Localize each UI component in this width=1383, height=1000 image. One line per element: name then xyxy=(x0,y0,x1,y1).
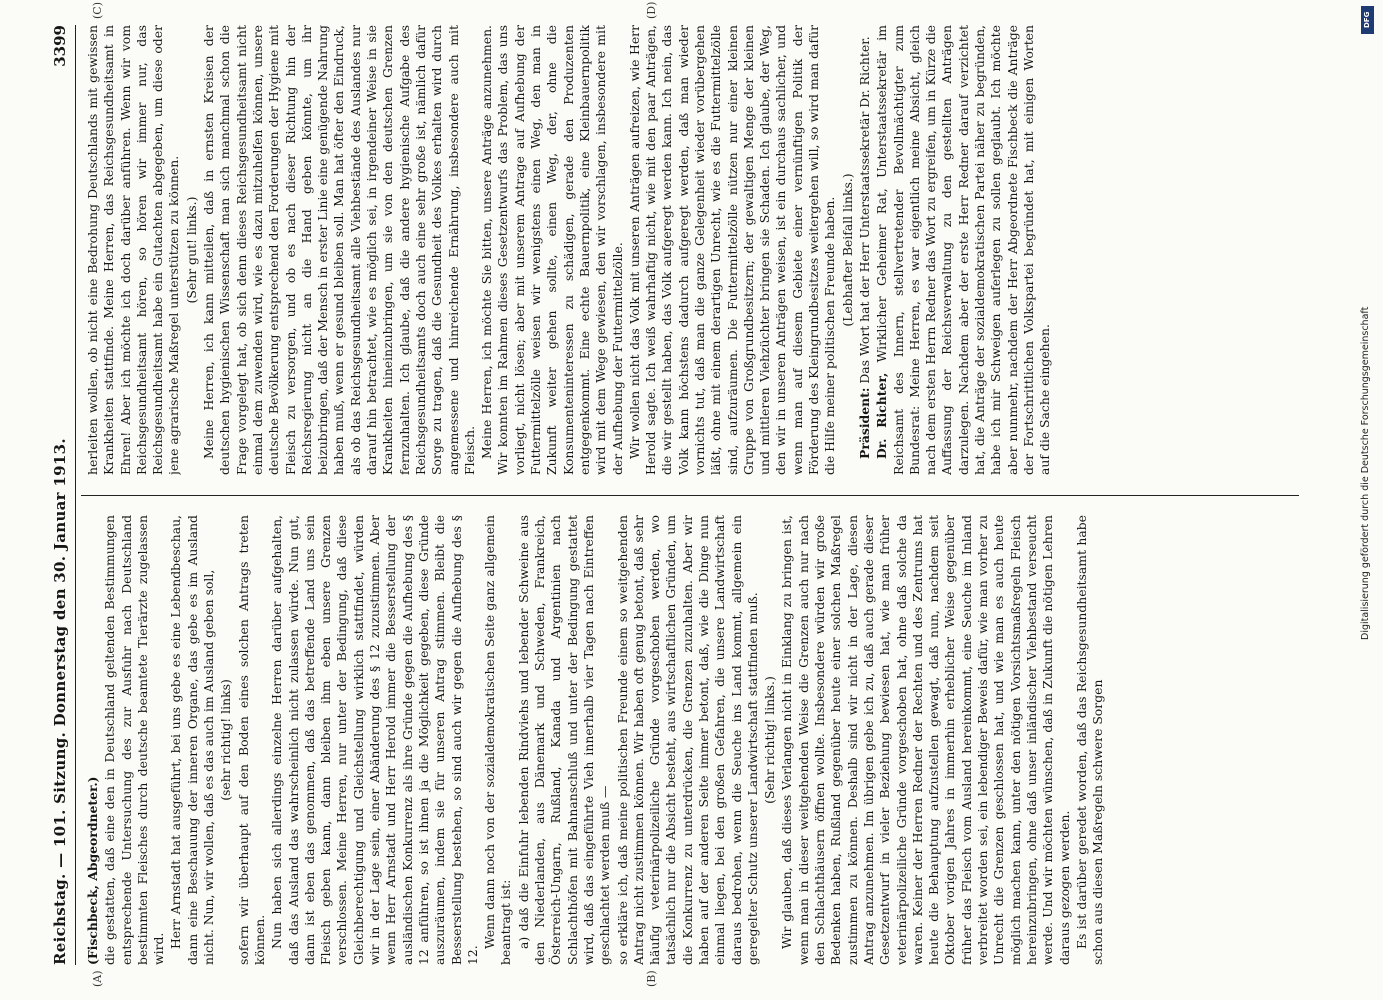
paragraph: Herr Arnstadt hat ausgeführt, bei uns gebe es eine Lebendbeschau, dann eine Beschauung der inneren Organe, das gebe es im Ausland nicht. Nun, wir wollen, daß es das auch im Ausland geben soll, xyxy=(168,515,217,965)
paragraph: Wir glauben, daß dieses Verlangen nicht in Einklang zu bringen ist, wenn man in dieser weitgehenden Weise die Grenzen auch nur nach den Schlachthäusern öffnen wollte. Insbesondere würden wir große Bedenken haben, Rußland gegenüber heute einer solchen Maßregel zustimmen zu können. Deshalb sind wir nicht in der Lage, diesen Antrag anzunehmen. Im übrigen gebe ich zu, daß auch gerade dieser Gesetzentwurf in vieler Beziehung bewiesen hat, wie man früher veterinärpolizeiliche Gründe vorgeschoben hat, ohne daß solche da waren. Keiner der Herren Redner der Rechten und des Zentrums hat heute die Behauptung aufzustellen gewagt, daß nun, nachdem seit Oktober vorigen Jahres in immerhin erheblicher Weise gegenüber früher das Fleisch vom Ausland hereinkommt, eine Seuche im Inland verbreitet worden sei, ein lebendiger Beweis dafür, wie man vorher zu Unrecht die Grenzen geschlossen hat, und wie man es auch heute möglich machen kann, unter den nötigen Vorsichtsmaßregeln Fleisch hereinzubringen, ohne daß unser inländischer Viehbestand verseucht werde. Und wir möchten wünschen, daß in Zukunft die nötigen Lehren daraus gezogen werden. xyxy=(779,515,1072,965)
paragraph: Meine Herren, ich kann mitteilen, daß in ernsten Kreisen der deutschen hygienischen Wissenschaft man sich manchmal schon die Frage vorgelegt hat, ob sich denn dieses Reichsgesundheitsamt nicht einmal dem zuwenden wird, wie es dazu mitzuhelfen können, unsere deutsche Bevölkerung entsprechend den Forderungen der Hygiene mit Fleisch zu versorgen, und ob es nach dieser Richtung hin der Reichsregierung nicht an die Hand geben könnte, um ihr beizubringen, daß der Mensch in erster Linie eine genügende Nahrung haben muß, wenn er gesund bleiben soll. Man hat öfter den Eindruck, als ob das Reichsgesundheitsamt alle Viehbestände des Auslandes nur darauf hin betrachtet, wie es möglich sei, in irgendeiner Weise in sie Krankheiten hineinzubringen, um sie von den deutschen Grenzen fernzuhalten. Ich glaube, daß die andere hygienische Aufgabe des Reichsgesundheitsamts doch auch eine sehr große ist, nämlich dafür Sorge zu tragen, daß die Gesundheit des Volkes erhalten wird durch angemessene und hinreichende Ernährung, insbesondere auch mit Fleisch. xyxy=(201,25,477,475)
section-marker-a: (A) xyxy=(91,970,104,987)
section-marker-d: (D) xyxy=(645,1,658,19)
rotated-document xyxy=(45,1,1305,987)
header-rule xyxy=(75,25,76,965)
paragraph: sofern wir überhaupt auf den Boden eines solchen Antrags treten können. xyxy=(235,515,267,965)
interjection: (Sehr gut! links.) xyxy=(183,196,199,304)
column-divider xyxy=(81,495,1299,496)
section-marker-c: (C) xyxy=(91,2,104,19)
paragraph: a) daß die Einfuhr lebenden Rindviehs und lebender Schweine aus den Niederlanden, aus Dänemark und Schweden, Frankreich, Österreich-Ungarn, Rußland, Kanada und Argentinien nach Schlachthöfen mit Bahnanschluß und unter der Bedingung gestattet wird, daß das eingeführte Vieh innerhalb vier Tagen nach Eintreffen geschlachtet werden muß — xyxy=(515,515,613,965)
paragraph: Es ist darüber geredet worden, daß das Reichsgesundheitsamt habe schon aus diesen Maßregeln schwere Sorgen xyxy=(1073,515,1106,965)
paragraph: Nun haben sich allerdings einzelne Herren darüber aufgehalten, daß das Ausland das wahrscheinlich nicht zulassen würde. Nun gut, dann ist eben das genommen, daß das betreffende Land uns sein Fleisch geben kann, dann bleiben ihm eben unsere Grenzen verschlossen. Meine Herren, nur unter der Bedingung, daß diese Gleichberechtigung und Gleichstellung wirklich stattfindet, würden wir in der Lage sein, einer Abänderung des § 12 zuzustimmen. Aber wenn Herr Arnstadt und Herr Herold immer die Besserstellung der ausländischen Konkurrenz als ihre Gründe gegen die Aufhebung des § 12 anführen, so ist ihnen ja die Möglichkeit gegeben, diese Gründe auszuräumen, indem sie für unseren Antrag stimmen. Bleibt die Besserstellung bestehen, so sind auch wir gegen die Aufhebung des § 12. xyxy=(269,515,480,965)
running-header xyxy=(45,25,85,965)
paragraph: so erkläre ich, daß meine politischen Freunde einem so weitgehenden Antrag nicht zustimmen können. Wir haben oft genug betont, daß sehr häufig veterinärpolizeiliche Gründe vorgeschoben werden, wo tatsächlich nur die Absicht besteht, aus wirtschaftlichen Gründen, um die Konkurrenz zu unterdrücken, die Grenzen zuzuhalten. Aber wir haben auf der anderen Seite immer betont, daß, wie die Dinge nun einmal liegen, bei den großen Gefahren, die unsere Landwirtschaft daraus bedrohen, wenn die Seuche ins Land kommt, allgemein ein geregelter Schutz unserer Landwirtschaft stattfinden muß. xyxy=(614,515,760,965)
right-column xyxy=(85,25,1295,475)
digitization-credit: Digitalisierung gefördert durch die Deutsche Forschungsgemeinschaft xyxy=(1360,306,1371,640)
interjection: (Lebhafter Beifall links.) xyxy=(839,173,855,327)
paragraph: die gestatten, daß eine den in Deutschland geltenden Bestimmungen entsprechende Untersuchung des zur Ausfuhr nach Deutschland bestimmten Fleisches durch deutsche beamtete Tierärzte zugelassen wird. xyxy=(102,515,167,965)
interjection: (sehr richtig! links) xyxy=(218,679,234,801)
header-title: Reichstag. — 101. Sitzung. Donnerstag den 30. Januar 1913. xyxy=(51,438,69,965)
paragraph: Präsident: Das Wort hat der Herr Unterstaatssekretär Dr. Richter. xyxy=(856,36,872,459)
paragraph: Wir wollen nicht das Volk mit unseren Anträgen aufreizen, wie Herr Herold sagte. Ich weiß wahrhaftig nicht, wie mit den paar Anträgen, die wir gestellt haben, das Volk aufgeregt werden kann. Ich nein, das Volk kann höchstens dadurch aufgeregt werden, daß man wieder vornichts tut, daß man die ganze Gelegenheit wieder vorübergehen läßt, ohne mit einem derartigen Unrecht, wie es die Futtermittelzölle sind, aufzuräumen. Die Futtermittelzölle nützen nur einer kleinen Gruppe von Großgrundbesitzern; der gewaltigen Menge der kleinen und mittleren Viehzüchter bringen sie Schaden. Ich glaube, der Weg, den wir in unseren Anträgen weisen, ist ein durchaus sachlicher, und wenn man auf diesem Gebiete einer vernünftigen Politik der Förderung des Kleingrundbesitzes weitergehen will, so wird man dafür die Hilfe meiner politischen Freunde haben. xyxy=(626,25,838,475)
dfg-logo: DFG xyxy=(1361,6,1374,34)
page-number: 3399 xyxy=(51,25,69,67)
interjection: (Sehr richtig! links.) xyxy=(762,676,778,804)
section-marker-b: (B) xyxy=(645,970,658,987)
paragraph: herleiten wollen, ob nicht eine Bedrohung Deutschlands mit gewissen Krankheiten stattfinde. Meine Herren, das Reichsgesundheitsamt in Ehren! Aber ich möchte ich doch darüber anführen. Wenn wir vom Reichsgesundheitsamt hören, so hören wir immer nur, das Reichsgesundheitsamt habe ein Gutachten abgegeben, um diese oder jene agrarische Maßregel unterstützen zu können. xyxy=(85,25,182,475)
speaker-name: Dr. Richter, xyxy=(874,372,890,459)
left-column xyxy=(85,515,1295,965)
speaker-name: Präsident: xyxy=(856,387,872,459)
paragraph: (Fischbeck, Abgeordneter.) xyxy=(85,776,100,965)
paragraph: Meine Herren, ich möchte Sie bitten, unsere Anträge anzunehmen. Wir konnten im Rahmen dieses Gesetzentwurfs das Problem, das uns vorliegt, nicht lösen; aber mit unserem Antrage auf Aufhebung der Futtermittelzölle weisen wir wenigstens einen Weg, den man in Zukunft weiter gehen sollte, einen Weg, der, ohne die Konsumenteninteressen zu schädigen, gerade den Produzenten entgegenkommt. Eine echte Bauernpolitik, eine Kleinbauernpolitik wird mit dem Wege gewiesen, den wir vorschlagen, insbesondere mit der Aufhebung der Futtermittelzölle. xyxy=(479,25,625,475)
paragraph: Wenn dann noch von der sozialdemokratischen Seite ganz allgemein beantragt ist: xyxy=(482,515,514,965)
paragraph: Dr. Richter, Wirklicher Geheimer Rat, Unterstaatssekretär im Reichsamt des Innern, stellvertretender Bevollmächtigter zum Bundesrat: Meine Herren, es war eigentlich meine Absicht, gleich nach dem ersten Herrn Redner das Wort zu ergreifen, um in Kürze die Auffassung der Reichsverwaltung zu den gestellten Anträgen darzulegen. Nachdem aber der erste Herr Redner darauf verzichtet hat, die Anträge der sozialdemokratischen Partei näher zu begründen, habe ich mir Schweigen auferlegen zu sollen geglaubt. Ich möchte aber nunmehr, nachdem der Herr Abgeordnete Fischbeck die Anträge der Fortschrittlichen Volkspartei begründet hat, mit einigen Worten auf die Sache eingehen. xyxy=(874,25,1053,475)
